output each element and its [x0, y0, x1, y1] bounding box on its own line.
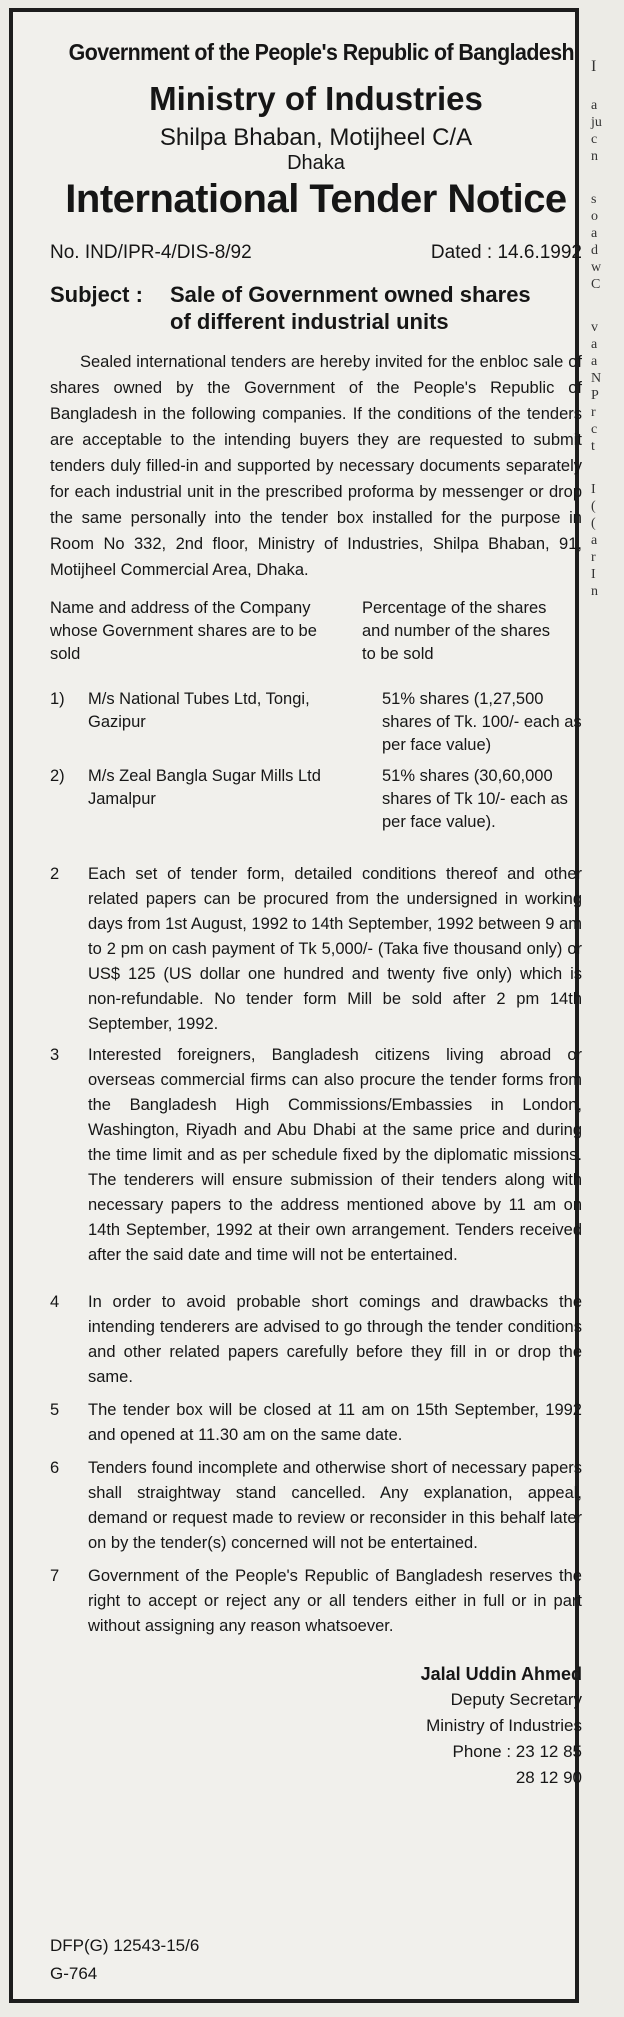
signatory-name: Jalal Uddin Ahmed: [420, 1664, 582, 1684]
intro-paragraph: Sealed international tenders are hereby invited for the enbloc sale of shares owned by the Government of the People's Republic of Bangladesh in the following companies. If the conditions of the tenders are acceptable to the intending buyers they are requested to submit tenders duly filled-in and supported by necessary documents separately for each industrial unit in the prescribed proforma by messenger or drop the same personally into the tender box installed for the purpose in Room No 332, 2nd floor, Ministry of Industries, Shilpa Bhaban, 91, Motijheel Commercial Area, Dhaka.: [50, 353, 582, 579]
reference-line: [50, 242, 582, 264]
clause-item: [50, 1564, 582, 1639]
adjacent-letter: a: [591, 533, 598, 548]
clause-text: In order to avoid probable short comings and drawbacks the intending tenderers are advised to go through the tender conditions and other related papers carefully before they fill in or drop the same.: [88, 1293, 582, 1386]
clause-number: 2: [50, 865, 60, 883]
clause-item: [50, 1398, 582, 1448]
ministry-heading: Ministry of Industries: [149, 80, 483, 117]
signature-block: [50, 1661, 582, 1791]
clause-text: Tenders found incomplete and otherwise short of necessary papers shall straightway stand cancelled. Any explanation, appeal, demand or request made to review or reconsider in this behalf later on by the tender(s) concerned will not be entertained.: [88, 1459, 582, 1552]
shares-column-header: Percentage of the shares and number of the shares to be sold: [362, 599, 551, 663]
share-details: 51% shares (30,60,000 shares of Tk 10/- each as per face value).: [382, 767, 568, 831]
footer-code-2: G-764: [50, 1964, 98, 1983]
subject-text: [170, 281, 531, 335]
adjacent-letter: N: [591, 371, 602, 386]
adjacent-letter: I: [591, 482, 596, 497]
clause-text: Government of the People's Republic of Bangladesh reserves the right to accept or reject any or all tenders either in full or in part without assigning any reason whatsoever.: [88, 1567, 582, 1635]
signatory-phone: Phone : 23 12 85: [452, 1742, 582, 1761]
clause-item: [50, 1456, 582, 1556]
adjacent-letter: d: [591, 243, 598, 258]
adjacent-letter: s: [591, 192, 597, 207]
company-column-header: Name and address of the Company whose Government shares are to be sold: [50, 599, 317, 663]
adjacent-letter: a: [591, 226, 598, 241]
clause-number: 6: [50, 1459, 60, 1477]
signatory-title: Deputy Secretary: [450, 1690, 582, 1709]
reference-number: No. IND/IPR-4/DIS-8/92: [50, 242, 252, 263]
notice-date: Dated : 14.6.1992: [430, 242, 582, 263]
row-number: 2): [50, 767, 65, 785]
tender-notice-frame: [9, 8, 582, 2003]
company-name: M/s National Tubes Ltd, Tongi, Gazipur: [88, 690, 310, 731]
clause-text: Interested foreigners, Bangladesh citizens living abroad or overseas commercial firms can also procure the tender forms from the Bangladesh High Commissions/Embassies in London, Washington, Riyadh and Abu Dhabi at the same price and during the time limit and as per schedule fixed by the diplomatic missions. The tenderers will ensure submission of their tenders along with necessary papers to the address mentioned above by 11 am on 14th September, 1992 at their own arrangement. Tenders received after the said date and time will not be entertained.: [88, 1046, 582, 1264]
share-details: 51% shares (1,27,500 shares of Tk. 100/- each as per face value): [382, 690, 582, 754]
adjacent-letter: v: [591, 320, 598, 335]
adjacent-column-fragment: [583, 0, 624, 2017]
adjacent-letter: (: [591, 499, 596, 514]
footer-code-1: DFP(G) 12543-15/6: [50, 1936, 200, 1955]
notice-body: [50, 25, 582, 1791]
clause-item: [50, 862, 582, 1037]
adjacent-letter: n: [591, 584, 598, 599]
adjacent-letter: o: [591, 209, 598, 224]
adjacent-letter: r: [591, 550, 596, 565]
clause-number: 4: [50, 1293, 60, 1311]
clause-number: 5: [50, 1401, 60, 1419]
adjacent-letter: a: [591, 337, 598, 352]
adjacent-letter: I: [591, 567, 596, 582]
table-row: [50, 765, 582, 834]
adjacent-letter: a: [591, 354, 598, 369]
government-heading: Government of the People's Republic of Bangladesh: [68, 39, 575, 65]
clause-text: The tender box will be closed at 11 am on 15th September, 1992 and opened at 11.30 am on the same date.: [88, 1401, 582, 1444]
shares-table-header: [50, 597, 582, 666]
subject-line-2: of different industrial units: [170, 309, 449, 334]
adjacent-letter: t: [591, 439, 595, 454]
company-name: M/s Zeal Bangla Sugar Mills Ltd Jamalpur: [88, 767, 321, 808]
adjacent-letter: I: [591, 58, 597, 75]
table-row: [50, 688, 582, 757]
clause-item: [50, 1290, 582, 1390]
city-line: Dhaka: [287, 152, 345, 174]
adjacent-letter: a: [591, 98, 598, 113]
adjacent-letter: c: [591, 422, 598, 437]
subject-block: [50, 281, 582, 335]
subject-label: Subject :: [50, 282, 143, 307]
adjacent-letter: r: [591, 405, 596, 420]
adjacent-letter: ju: [591, 115, 602, 130]
adjacent-letter: c: [591, 132, 598, 147]
subject-line-1: Sale of Government owned shares: [170, 282, 531, 307]
clause-item: [50, 1043, 582, 1268]
clause-number: 7: [50, 1567, 60, 1585]
clause-number: 3: [50, 1046, 60, 1064]
signatory-org: Ministry of Industries: [426, 1716, 582, 1735]
address-line: Shilpa Bhaban, Motijheel C/A: [159, 124, 473, 151]
clause-text: Each set of tender form, detailed conditions thereof and other related papers can be procured from the undersigned in working days from 1st August, 1992 to 14th September, 1992 between 9 am to 2 pm on cash payment of Tk 5,000/- (Taka five thousand only) or US$ 125 (US dollar one hundred and twenty five only) which is non-refundable. No tender form Mill be sold after 2 pm 14th September, 1992.: [88, 865, 582, 1033]
adjacent-letter: P: [591, 388, 599, 403]
adjacent-letter: C: [591, 277, 601, 292]
adjacent-letter: (: [591, 516, 596, 531]
notice-title: International Tender Notice: [65, 177, 567, 221]
signatory-phone-2: 28 12 90: [515, 1768, 582, 1787]
adjacent-letter: w: [591, 260, 602, 275]
footer-codes: [50, 1932, 199, 1988]
adjacent-letter: n: [591, 149, 598, 164]
row-number: 1): [50, 690, 65, 708]
